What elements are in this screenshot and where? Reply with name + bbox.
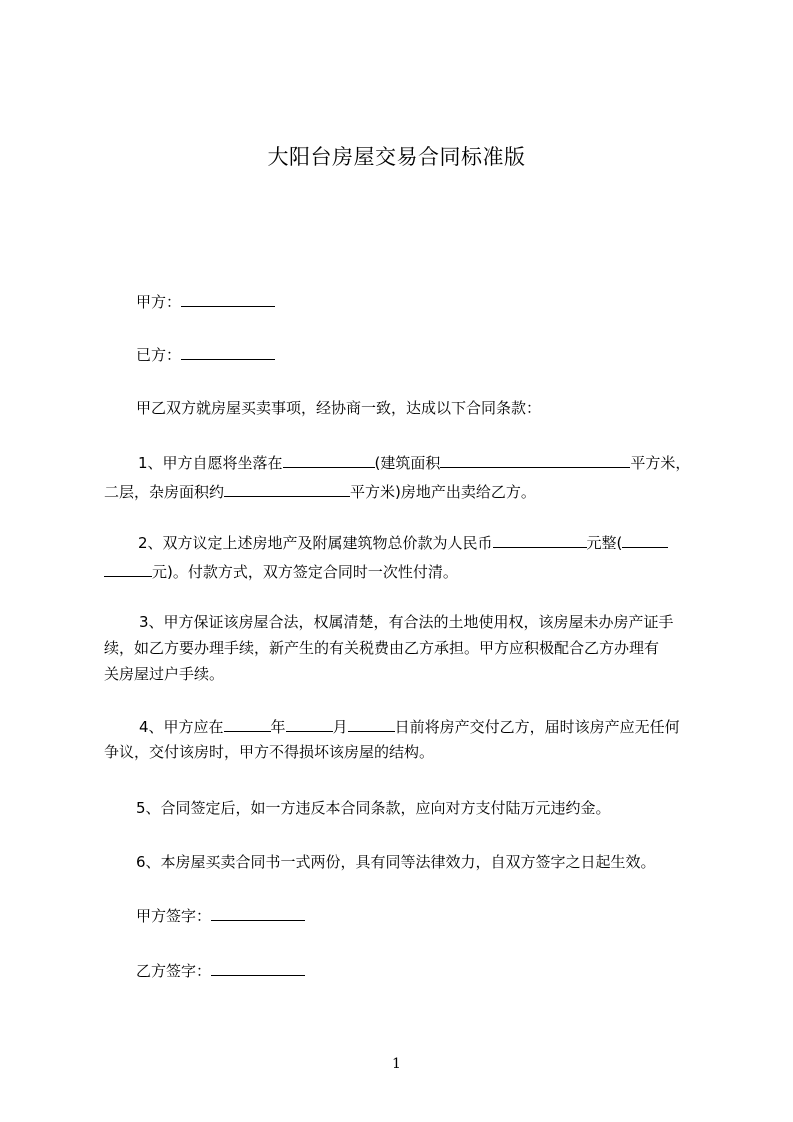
- location-blank: [283, 452, 375, 468]
- price-blank: [493, 532, 587, 548]
- clause-1-text-a: 1、甲方自愿将坐落在: [138, 454, 283, 472]
- clause-2-line-2: [104, 561, 458, 582]
- document-title: 大阳台房屋交易合同标准版: [267, 145, 526, 169]
- clause-4-text-b: 年: [270, 718, 286, 736]
- clause-2-text-a: 2、双方议定上述房地产及附属建筑物总价款为人民币: [138, 534, 493, 552]
- clause-1-text-d: 二层，杂房面积约: [104, 483, 225, 501]
- storage-area-blank: [224, 481, 350, 497]
- party-a-blank: [181, 291, 275, 307]
- clause-4-line-2: 争议，交付该房时，甲方不得损坏该房屋的结构。: [104, 743, 435, 761]
- clause-1-text-c: 平方米，: [630, 454, 691, 472]
- clause-3-line-2: 续，如乙方要办理手续，新产生的有关税费由乙方承担。甲方应积极配合乙方办理有: [104, 639, 660, 657]
- price-capital-blank-2: [104, 561, 152, 577]
- page-number: 1: [392, 1056, 401, 1072]
- party-a-signature-label: 甲方签字：: [136, 907, 212, 925]
- clause-1-line-2: [104, 481, 536, 502]
- intro-paragraph: 甲乙双方就房屋买卖事项，经协商一致，达成以下合同条款：: [136, 399, 542, 417]
- clause-3-line-1: 3、甲方保证该房屋合法，权属清楚，有合法的土地使用权，该房屋未办房产证手: [139, 613, 674, 631]
- party-b-signature-line: [136, 960, 305, 981]
- clause-1-line-1: [138, 452, 690, 473]
- clause-5-paragraph: 5、合同签定后，如一方违反本合同条款，应向对方支付陆万元违约金。: [136, 799, 611, 817]
- clause-6-paragraph: 6、本房屋买卖合同书一式两份，具有同等法律效力，自双方签字之日起生效。: [136, 853, 656, 871]
- building-area-blank: [440, 452, 630, 468]
- clause-4-line-1: [139, 716, 680, 737]
- party-a-line: [136, 291, 275, 312]
- party-a-signature-blank: [211, 905, 305, 921]
- clause-2-line-1: [138, 532, 668, 553]
- clause-4-text-c: 月: [332, 718, 348, 736]
- party-b-signature-blank: [211, 960, 305, 976]
- clause-2-text-c: 元)。付款方式，双方签定合同时一次性付清。: [152, 563, 458, 581]
- party-b-signature-label: 乙方签字：: [136, 962, 212, 980]
- month-blank: [286, 716, 333, 732]
- party-a-signature-line: [136, 905, 305, 926]
- clause-4-text-a: 4、甲方应在: [139, 718, 224, 736]
- price-capital-blank-1: [622, 532, 668, 548]
- clause-2-text-b: 元整(: [586, 534, 623, 552]
- party-b-line: [136, 344, 275, 365]
- clause-3-line-3: 关房屋过户手续。: [104, 665, 225, 683]
- party-b-label: 已方：: [136, 346, 182, 364]
- clause-1-text-e: 平方米)房地产出卖给乙方。: [350, 483, 536, 501]
- day-blank: [348, 716, 395, 732]
- year-blank: [224, 716, 271, 732]
- party-b-blank: [181, 344, 275, 360]
- clause-1-text-b: (建筑面积: [374, 454, 441, 472]
- clause-4-text-d: 日前将房产交付乙方，届时该房产应无任何: [394, 718, 680, 736]
- party-a-label: 甲方：: [136, 293, 182, 311]
